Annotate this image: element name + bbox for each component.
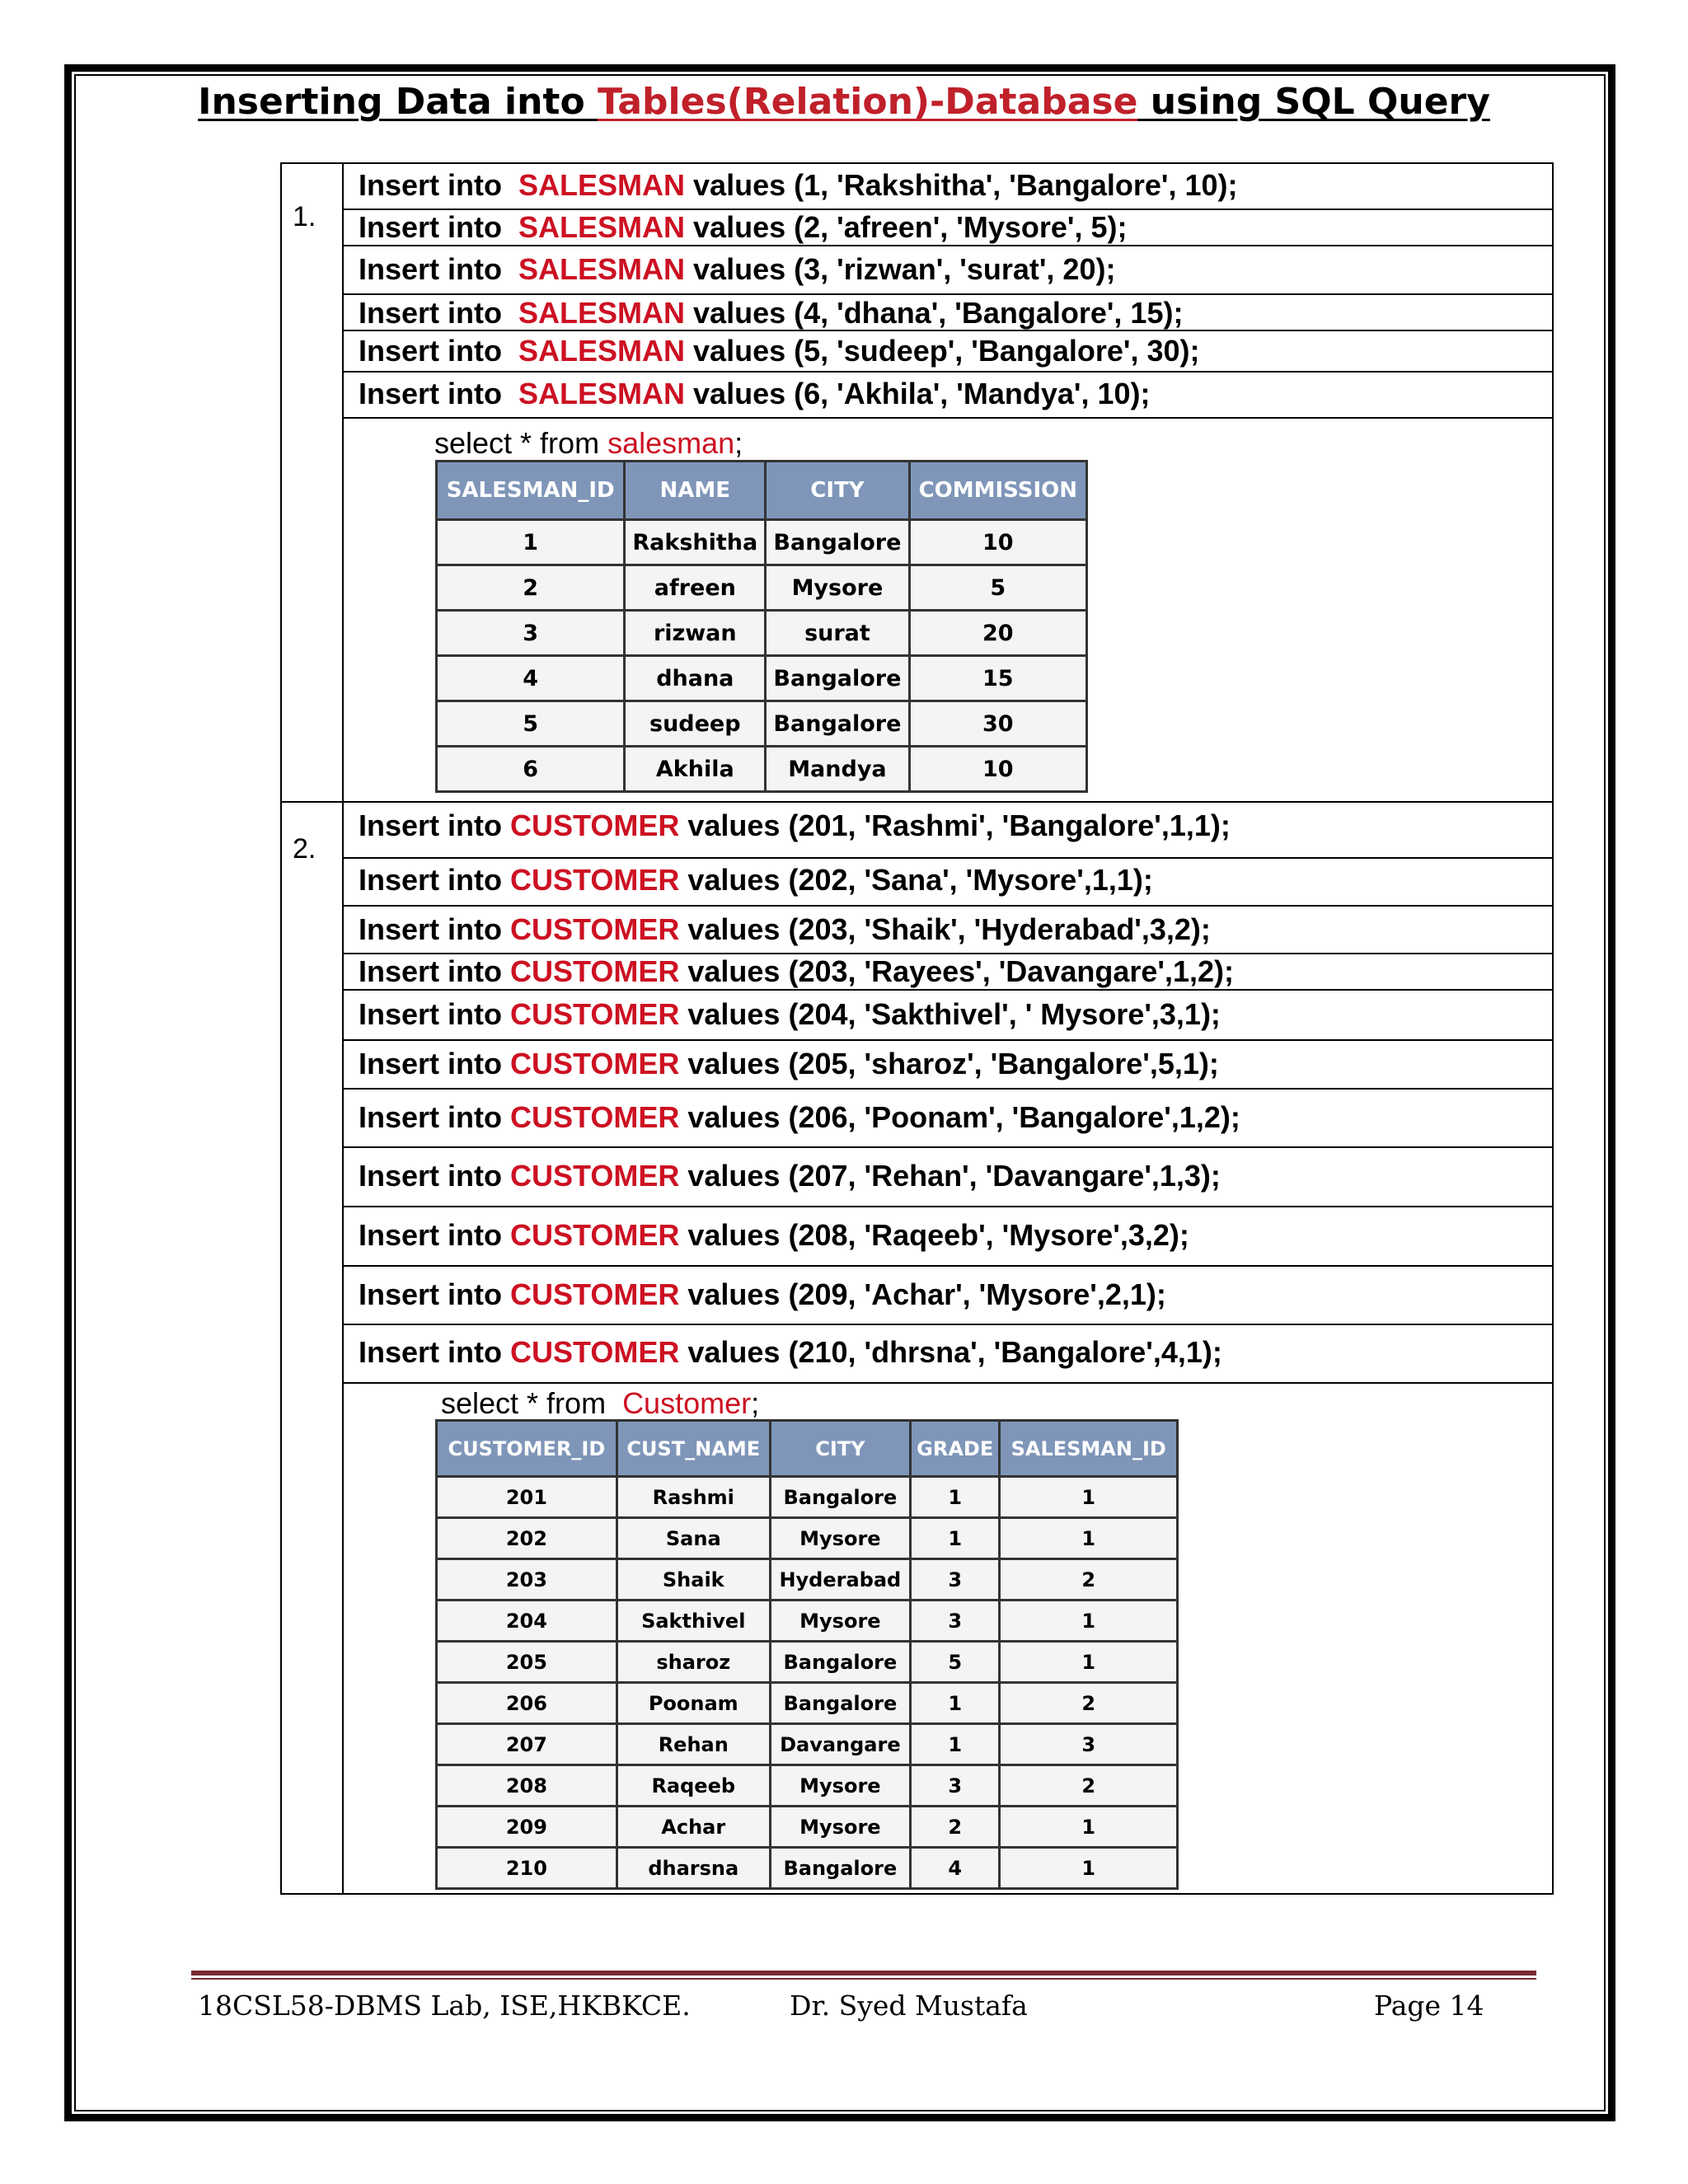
table-cell: Bangalore <box>771 1478 912 1519</box>
column-header: SALESMAN_ID <box>438 462 626 521</box>
row-divider <box>342 293 1554 295</box>
table-cell: 3 <box>912 1560 1001 1601</box>
table-cell: Mysore <box>771 1807 912 1849</box>
table-row <box>438 1601 1176 1643</box>
table-cell: 6 <box>438 748 626 790</box>
row-divider <box>342 1206 1554 1207</box>
table-row <box>438 748 1085 790</box>
sql-statement: Insert into SALESMAN values (2, 'afreen', 'Mysore', 5); <box>359 210 1128 244</box>
table-row <box>438 1560 1176 1601</box>
table-cell: surat <box>767 612 910 657</box>
table-cell: 4 <box>438 657 626 702</box>
row-divider <box>342 330 1554 331</box>
sql-statement: Insert into SALESMAN values (4, 'dhana', 'Bangalore', 15); <box>359 296 1184 330</box>
table-cell: sharoz <box>618 1643 771 1684</box>
sql-statement: Insert into CUSTOMER values (202, 'Sana', 'Mysore',1,1); <box>359 863 1153 897</box>
table-cell: 1 <box>1001 1849 1176 1887</box>
table-cell: Bangalore <box>767 521 910 566</box>
footer-rule <box>191 1971 1536 1975</box>
table-cell: Bangalore <box>771 1643 912 1684</box>
table-row <box>438 1725 1176 1766</box>
table-cell: 3 <box>912 1766 1001 1807</box>
sql-statement: Insert into CUSTOMER values (205, 'sharoz', 'Bangalore',5,1); <box>359 1047 1219 1080</box>
sql-statement: Insert into SALESMAN values (1, 'Rakshitha', 'Bangalore', 10); <box>359 168 1238 202</box>
table-cell: 210 <box>438 1849 618 1887</box>
table-cell: 2 <box>912 1807 1001 1849</box>
table-cell: dharsna <box>618 1849 771 1887</box>
table-cell: 204 <box>438 1601 618 1643</box>
footer-course: 18CSL58-DBMS Lab, ISE,HKBKCE. <box>198 1990 691 2022</box>
table-cell: 5 <box>912 1643 1001 1684</box>
sql-statement: Insert into CUSTOMER values (204, 'Sakthivel', ' Mysore',3,1); <box>359 997 1221 1031</box>
table-cell: 10 <box>911 521 1085 566</box>
footer-rule-thin <box>191 1978 1536 1980</box>
table-cell: 3 <box>912 1601 1001 1643</box>
table-cell: 206 <box>438 1684 618 1725</box>
table-cell: Mysore <box>771 1519 912 1560</box>
section-divider <box>280 801 1554 803</box>
table-cell: Shaik <box>618 1560 771 1601</box>
column-header: GRADE <box>912 1422 1001 1478</box>
table-cell: Bangalore <box>767 657 910 702</box>
row-divider <box>342 1382 1554 1384</box>
table-cell: 30 <box>911 702 1085 748</box>
title-prefix: Inserting Data into <box>198 81 598 123</box>
row-divider <box>342 371 1554 373</box>
table-row <box>438 1643 1176 1684</box>
table-cell: 10 <box>911 748 1085 790</box>
column-header: CUST_NAME <box>618 1422 771 1478</box>
column-header: CITY <box>771 1422 912 1478</box>
column-header: COMMISSION <box>911 462 1085 521</box>
row-divider <box>342 245 1554 246</box>
table-cell: 2 <box>1001 1560 1176 1601</box>
table-cell: Raqeeb <box>618 1766 771 1807</box>
table-cell: Rakshitha <box>626 521 767 566</box>
table-cell: Sakthivel <box>618 1601 771 1643</box>
column-header: SALESMAN_ID <box>1001 1422 1176 1478</box>
table-cell: 1 <box>1001 1519 1176 1560</box>
table-cell: 1 <box>1001 1478 1176 1519</box>
table-row <box>438 657 1085 702</box>
table-cell: 5 <box>911 566 1085 612</box>
table-cell: Bangalore <box>771 1684 912 1725</box>
title-highlight: Tables(Relation)-Database <box>598 81 1138 123</box>
table-row <box>438 566 1085 612</box>
table-cell: 20 <box>911 612 1085 657</box>
footer-author: Dr. Syed Mustafa <box>790 1990 1028 2022</box>
table-cell: 209 <box>438 1807 618 1849</box>
row-divider <box>342 1039 1554 1041</box>
row-divider <box>342 1324 1554 1325</box>
column-header: CITY <box>767 462 910 521</box>
sql-statement: Insert into CUSTOMER values (208, 'Raqeeb', 'Mysore',3,2); <box>359 1218 1189 1252</box>
row-divider <box>342 857 1554 859</box>
table-cell: 203 <box>438 1560 618 1601</box>
table-cell: 4 <box>912 1849 1001 1887</box>
table-cell: Bangalore <box>771 1849 912 1887</box>
table-cell: sudeep <box>626 702 767 748</box>
section-number: 2. <box>293 833 316 865</box>
select-query: select * from salesman; <box>434 426 743 460</box>
table-cell: Mandya <box>767 748 910 790</box>
row-divider <box>342 905 1554 907</box>
table-cell: Achar <box>618 1807 771 1849</box>
table-row <box>438 1478 1176 1519</box>
table-cell: 15 <box>911 657 1085 702</box>
table-cell: Rehan <box>618 1725 771 1766</box>
sql-statement: Insert into CUSTOMER values (206, 'Poonam', 'Bangalore',1,2); <box>359 1100 1240 1134</box>
table-cell: Akhila <box>626 748 767 790</box>
sql-statement: Insert into CUSTOMER values (207, 'Rehan', 'Davangare',1,3); <box>359 1159 1221 1193</box>
sql-statement: Insert into SALESMAN values (3, 'rizwan', 'surat', 20); <box>359 252 1116 286</box>
table-cell: rizwan <box>626 612 767 657</box>
table-cell: 205 <box>438 1643 618 1684</box>
table-cell: afreen <box>626 566 767 612</box>
table-cell: dhana <box>626 657 767 702</box>
table-row <box>438 1684 1176 1725</box>
sql-statement: Insert into SALESMAN values (5, 'sudeep', 'Bangalore', 30); <box>359 334 1200 368</box>
page-title <box>0 77 1688 128</box>
table-cell: Rashmi <box>618 1478 771 1519</box>
table-cell: 5 <box>438 702 626 748</box>
table-cell: 1 <box>912 1725 1001 1766</box>
table-cell: 1 <box>912 1684 1001 1725</box>
salesman-result-table <box>435 460 1088 793</box>
table-row <box>438 1807 1176 1849</box>
sql-statement: Insert into CUSTOMER values (203, 'Shaik', 'Hyderabad',3,2); <box>359 912 1211 946</box>
table-cell: 2 <box>1001 1766 1176 1807</box>
table-cell: Mysore <box>771 1601 912 1643</box>
column-header: CUSTOMER_ID <box>438 1422 618 1478</box>
section-number: 1. <box>293 201 316 232</box>
row-divider <box>342 1146 1554 1148</box>
select-query: select * from Customer; <box>441 1386 760 1420</box>
table-header-row <box>438 462 1085 521</box>
table-cell: Bangalore <box>767 702 910 748</box>
table-cell: 202 <box>438 1519 618 1560</box>
table-cell: Hyderabad <box>771 1560 912 1601</box>
row-divider <box>342 417 1554 419</box>
table-cell: 2 <box>438 566 626 612</box>
title-suffix: using SQL Query <box>1137 81 1490 123</box>
table-cell: Mysore <box>767 566 910 612</box>
sql-statement: Insert into SALESMAN values (6, 'Akhila', 'Mandya', 10); <box>359 377 1151 410</box>
table-cell: 1 <box>1001 1601 1176 1643</box>
row-divider <box>342 1088 1554 1090</box>
table-cell: 2 <box>1001 1684 1176 1725</box>
table-cell: 207 <box>438 1725 618 1766</box>
table-row <box>438 612 1085 657</box>
table-cell: 3 <box>1001 1725 1176 1766</box>
table-cell: 1 <box>438 521 626 566</box>
table-row <box>438 1519 1176 1560</box>
row-divider <box>342 989 1554 991</box>
column-header: NAME <box>626 462 767 521</box>
table-cell: 1 <box>1001 1643 1176 1684</box>
table-header-row <box>438 1422 1176 1478</box>
table-cell: Mysore <box>771 1766 912 1807</box>
table-cell: Davangare <box>771 1725 912 1766</box>
footer-page-number: Page 14 <box>1374 1990 1484 2022</box>
customer-result-table <box>435 1419 1179 1890</box>
sql-statement: Insert into CUSTOMER values (209, 'Achar', 'Mysore',2,1); <box>359 1277 1166 1311</box>
sql-statement: Insert into CUSTOMER values (201, 'Rashmi', 'Bangalore',1,1); <box>359 808 1231 842</box>
table-cell: 1 <box>1001 1807 1176 1849</box>
table-cell: Poonam <box>618 1684 771 1725</box>
row-divider <box>342 1265 1554 1267</box>
number-column-divider <box>342 162 344 1895</box>
table-cell: 1 <box>912 1478 1001 1519</box>
sql-statement: Insert into CUSTOMER values (203, 'Rayees', 'Davangare',1,2); <box>359 954 1234 988</box>
table-cell: 208 <box>438 1766 618 1807</box>
table-row <box>438 1849 1176 1887</box>
table-cell: Sana <box>618 1519 771 1560</box>
sql-statement: Insert into CUSTOMER values (210, 'dhrsna', 'Bangalore',4,1); <box>359 1335 1222 1369</box>
table-row <box>438 702 1085 748</box>
table-row <box>438 1766 1176 1807</box>
table-cell: 201 <box>438 1478 618 1519</box>
table-row <box>438 521 1085 566</box>
table-cell: 3 <box>438 612 626 657</box>
table-cell: 1 <box>912 1519 1001 1560</box>
